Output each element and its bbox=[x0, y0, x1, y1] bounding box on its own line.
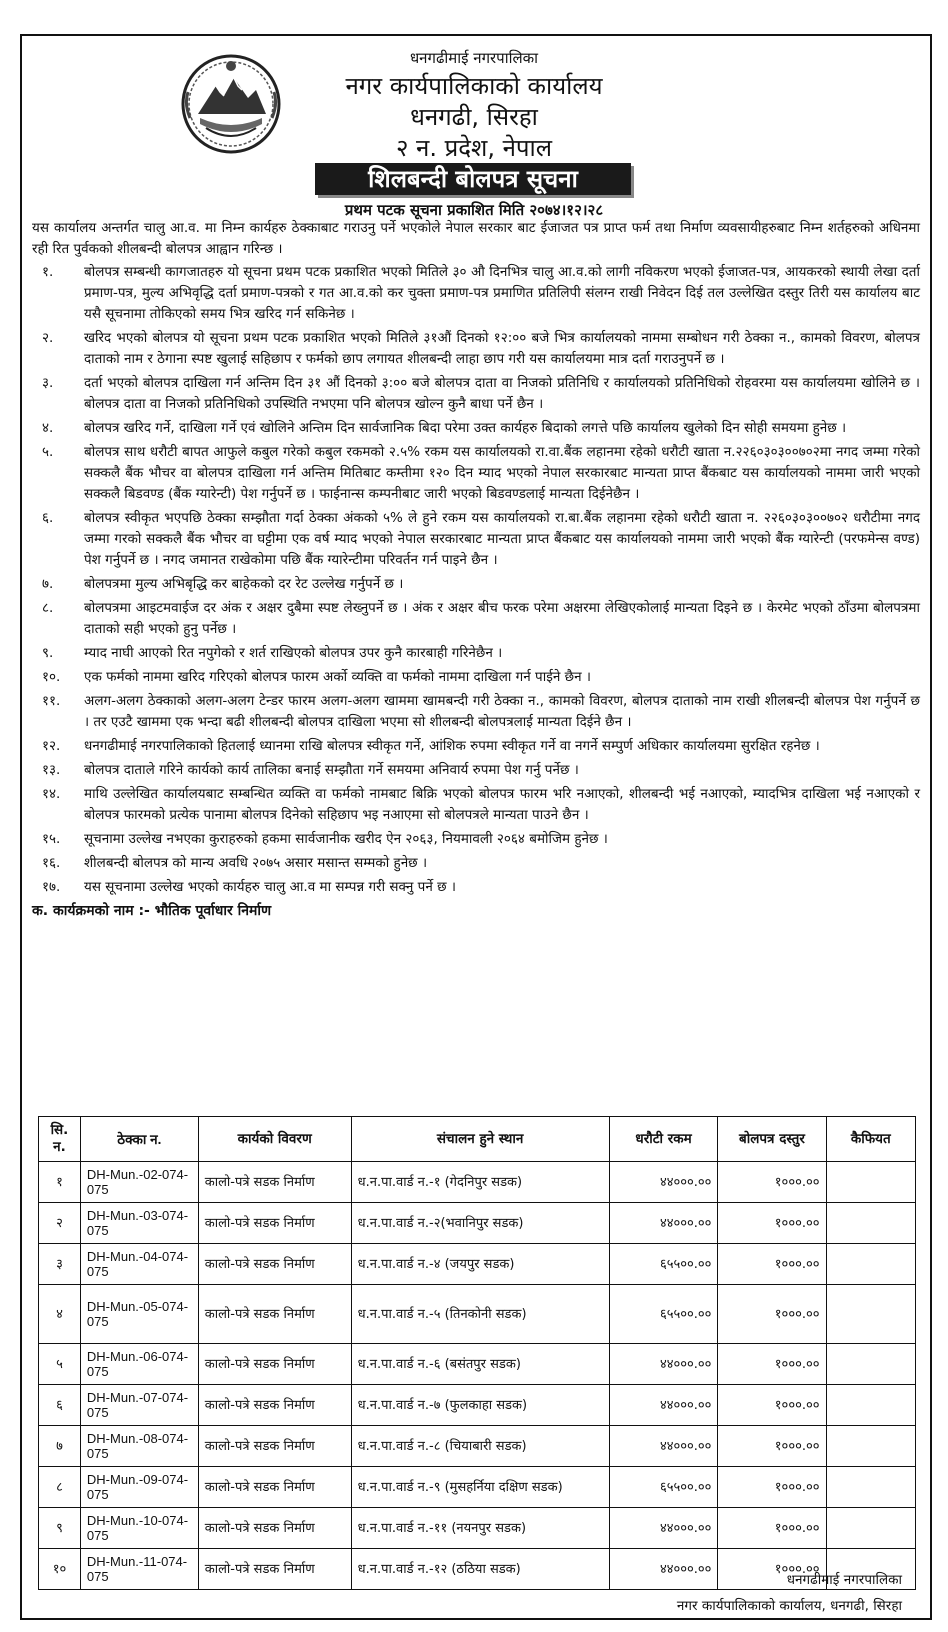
cell-sn: ६ bbox=[39, 1385, 81, 1426]
cell-location: ध.न.पा.वार्ड न.-११ (नयनपुर सडक) bbox=[351, 1508, 609, 1549]
cell-contract-no: DH-Mun.-06-074-075 bbox=[80, 1344, 198, 1385]
cell-fee: १०००.०० bbox=[718, 1203, 826, 1244]
cell-contract-no: DH-Mun.-11-074-075 bbox=[80, 1549, 198, 1590]
cell-deposit: ४४०००.०० bbox=[609, 1426, 718, 1467]
condition-item bbox=[32, 442, 920, 505]
cell-remarks bbox=[826, 1467, 916, 1508]
cell-fee: १०००.०० bbox=[718, 1508, 826, 1549]
header-sn: सि. न. bbox=[39, 1117, 81, 1162]
cell-location: ध.न.पा.वार्ड न.-१ (गेदनिपुर सडक) bbox=[351, 1162, 609, 1203]
table-header-row bbox=[39, 1117, 916, 1162]
program-section-label: क. कार्यक्रमको नाम :- भौतिक पूर्वाधार निर्माण bbox=[32, 903, 272, 919]
office-name: नगर कार्यपालिकाको कार्यालय bbox=[345, 72, 603, 100]
condition-text: शीलबन्दी बोलपत्र को मान्य अवधि २०७५ असार मसान्त सम्मको हुनेछ । bbox=[84, 855, 428, 871]
cell-fee: १०००.०० bbox=[718, 1285, 826, 1344]
condition-item bbox=[32, 877, 920, 898]
header-deposit: धरौटी रकम bbox=[609, 1117, 718, 1162]
cell-contract-no: DH-Mun.-05-074-075 bbox=[80, 1285, 198, 1344]
cell-deposit: ६५५००.०० bbox=[609, 1244, 718, 1285]
condition-item bbox=[32, 784, 920, 826]
condition-text: बोलपत्र खरिद गर्ने, दाखिला गर्ने एवं खोलिने अन्तिम दिन सार्वजानिक बिदा परेमा उक्त कार्यहरु बिदाको लगत्ते पछि कार्यालय खुलेको दिन सोही समयमा हुनेछ । bbox=[84, 420, 847, 436]
cell-remarks bbox=[826, 1285, 916, 1344]
condition-number: ५. bbox=[42, 444, 54, 460]
cell-fee: १०००.०० bbox=[718, 1426, 826, 1467]
cell-deposit: ४४०००.०० bbox=[609, 1549, 718, 1590]
condition-number: १. bbox=[42, 264, 54, 280]
condition-item bbox=[32, 508, 920, 571]
header-location: संचालन हुने स्थान bbox=[351, 1117, 609, 1162]
condition-item bbox=[32, 829, 920, 850]
province-line: २ न. प्रदेश, नेपाल bbox=[395, 134, 553, 162]
cell-sn: ८ bbox=[39, 1467, 81, 1508]
cell-fee: १०००.०० bbox=[718, 1549, 826, 1590]
condition-text: बोलपत्र साथ धरौटी बापत आफुले कबुल गरेको कबुल रकमको २.५% रकम यस कार्यालयको रा.वा.बैंक लहानमा रहेको धरौटी खाता न.२२६०३०३००७०२मा नगद जम्मा गरेको सक्कलै बैंक भौचर वा बोलपत्र दाखिला गर्न अन्तिम मितिबाट कम्तीमा १२० दिन म्याद भएको नेपाल सरकारबाट मान्यता प्राप्त बैंकबाट यस कार्यालयको नाममा जारी भएको सक्कलै बिडवण्ड (बैंक ग्यारेन्टी) पेश गर्नुपर्ने छ । फाईनान्स कम्पनीबाट जारी भएको बिडवण्डलाई मान्यता दिईनेछैन । bbox=[84, 444, 920, 502]
cell-contract-no: DH-Mun.-10-074-075 bbox=[80, 1508, 198, 1549]
cell-sn: ९ bbox=[39, 1508, 81, 1549]
condition-text: बोलपत्रमा मुल्य अभिबृद्धि कर बाहेकको दर रेट उल्लेख गर्नुपर्ने छ । bbox=[84, 576, 404, 592]
cell-location: ध.न.पा.वार्ड न.-७ (फुलकाहा सडक) bbox=[351, 1385, 609, 1426]
cell-sn: ७ bbox=[39, 1426, 81, 1467]
cell-deposit: ४४०००.०० bbox=[609, 1162, 718, 1203]
condition-item bbox=[32, 643, 920, 664]
condition-number: ७. bbox=[42, 576, 54, 592]
condition-text: माथि उल्लेखित कार्यालयबाट सम्बन्धित व्यक्ति वा फर्मको नामबाट बिक्रि भएको बोलपत्र फारम भरि नआएको, शीलबन्दी भई नआएको, म्यादभित्र दाखिला भई नआएको र बोलपत्र फारमको प्रत्येक पानामा बोलपत्र दिनेको सहिछाप भइ नआएमा सो बोलपत्रले मान्यता पाउने छैन । bbox=[84, 786, 920, 823]
condition-item bbox=[32, 760, 920, 781]
condition-number: ३. bbox=[42, 375, 54, 391]
cell-contract-no: DH-Mun.-03-074-075 bbox=[80, 1203, 198, 1244]
cell-contract-no: DH-Mun.-04-074-075 bbox=[80, 1244, 198, 1285]
cell-contract-no: DH-Mun.-09-074-075 bbox=[80, 1467, 198, 1508]
condition-text: एक फर्मको नाममा खरिद गरिएको बोलपत्र फारम अर्को व्यक्ति वा फर्मको नाममा दाखिला गर्न पाईने छैन । bbox=[84, 669, 591, 685]
condition-text: यस सूचनामा उल्लेख भएको कार्यहरु चालु आ.व मा सम्पन्न गरी सक्नु पर्ने छ । bbox=[84, 879, 456, 895]
cell-work: कालो-पत्रे सडक निर्माण bbox=[198, 1344, 351, 1385]
cell-location: ध.न.पा.वार्ड न.-४ (जयपुर सडक) bbox=[351, 1244, 609, 1285]
cell-fee: १०००.०० bbox=[718, 1467, 826, 1508]
cell-contract-no: DH-Mun.-08-074-075 bbox=[80, 1426, 198, 1467]
footer-office: नगर कार्यपालिकाको कार्यालय, धनगढी, सिरहा bbox=[676, 1598, 902, 1614]
cell-location: ध.न.पा.वार्ड न.-१२ (ठठिया सडक) bbox=[351, 1549, 609, 1590]
notice-body bbox=[32, 218, 920, 922]
table-row bbox=[39, 1426, 916, 1467]
condition-number: १३. bbox=[42, 762, 61, 778]
cell-work: कालो-पत्रे सडक निर्माण bbox=[198, 1385, 351, 1426]
cell-fee: १०००.०० bbox=[718, 1385, 826, 1426]
condition-number: १२. bbox=[42, 738, 61, 754]
condition-item bbox=[32, 328, 920, 370]
cell-sn: ५ bbox=[39, 1344, 81, 1385]
condition-item bbox=[32, 736, 920, 757]
cell-deposit: ४४०००.०० bbox=[609, 1203, 718, 1244]
footer-municipality: धनगढीमाई नगरपालिका bbox=[786, 1572, 902, 1588]
cell-fee: १०००.०० bbox=[718, 1244, 826, 1285]
condition-number: ६. bbox=[42, 510, 54, 526]
intro-paragraph: यस कार्यालय अन्तर्गत चालु आ.व. मा निम्न कार्यहरु ठेक्काबाट गराउनु पर्ने भएकोले नेपाल सरकार बाट ईजाजत पत्र प्राप्त फर्म तथा निर्माण व्यवसायीहरुबाट निम्न शर्तहरुको अधिनमा रही रित पुर्वकको शीलबन्दी बोलपत्र आह्वान गरिन्छ । bbox=[32, 220, 920, 257]
cell-location: ध.न.पा.वार्ड न.-६ (बसंतपुर सडक) bbox=[351, 1344, 609, 1385]
cell-location: ध.न.पा.वार्ड न.-९ (मुसहर्निया दक्षिण सडक) bbox=[351, 1467, 609, 1508]
cell-sn: ३ bbox=[39, 1244, 81, 1285]
condition-text: सूचनामा उल्लेख नभएका कुराहरुको हकमा सार्वजानीक खरीद ऐन २०६३, नियमावली २०६४ बमोजिम हुनेछ । bbox=[84, 831, 608, 847]
cell-fee: १०००.०० bbox=[718, 1162, 826, 1203]
cell-work: कालो-पत्रे सडक निर्माण bbox=[198, 1203, 351, 1244]
condition-text: खरिद भएको बोलपत्र यो सूचना प्रथम पटक प्रकाशित भएको मितिले ३१औं दिनको १२:०० बजे भित्र कार्यालयको नाममा सम्बोधन गरी ठेक्का न., कामको विवरण, बोलपत्र दाताको नाम र ठेगाना स्पष्ट खुलाई सहिछाप र फर्मको छाप लगायत शीलबन्दी लाहा छाप गरी यस कार्यालयमा मात्र दर्ता गराउनुपर्ने छ । bbox=[84, 330, 920, 367]
notice-header bbox=[0, 0, 948, 219]
cell-sn: १ bbox=[39, 1162, 81, 1203]
condition-text: म्याद नाघी आएको रित नपुगेको र शर्त राखिएको बोलपत्र उपर कुनै कारबाही गरिनेछैन । bbox=[84, 645, 503, 661]
cell-sn: १० bbox=[39, 1549, 81, 1590]
condition-item bbox=[32, 373, 920, 415]
cell-location: ध.न.पा.वार्ड न.-५ (तिनकोनी सडक) bbox=[351, 1285, 609, 1344]
cell-contract-no: DH-Mun.-02-074-075 bbox=[80, 1162, 198, 1203]
cell-work: कालो-पत्रे सडक निर्माण bbox=[198, 1426, 351, 1467]
conditions-list bbox=[32, 262, 920, 898]
municipality-name: धनगढीमाई नगरपालिका bbox=[409, 49, 539, 67]
condition-text: बोलपत्र दाताले गरिने कार्यको कार्य तालिका बनाई सम्झौता गर्ने समयमा अनिवार्य रुपमा पेश गर्नु पर्नेछ । bbox=[84, 762, 579, 778]
condition-number: १७. bbox=[42, 879, 61, 895]
cell-remarks bbox=[826, 1203, 916, 1244]
condition-text: बोलपत्रमा आइटमवाईज दर अंक र अक्षर दुबैमा स्पष्ट लेख्नुपर्ने छ । अंक र अक्षर बीच फरक परेमा अक्षरमा लेखिएकोलाई मान्यता दिइने छ । केरमेट भएको ठाँउमा बोलपत्रमा दाताको सही भएको हुनु पर्नेछ । bbox=[84, 600, 920, 637]
office-location: धनगढी, सिरहा bbox=[410, 103, 538, 131]
cell-remarks bbox=[826, 1385, 916, 1426]
condition-text: बोलपत्र सम्बन्धी कागजातहरु यो सूचना प्रथम पटक प्रकाशित भएको मितिले ३० औ दिनभित्र चालु आ.व.को लागी नविकरण भएको ईजाजत-पत्र, आयकरको स्थायी लेखा दर्ता प्रमाण-पत्र, मुल्य अभिवृद्धि दर्ता प्रमाण-पत्रको र गत आ.व.को कर चुक्ता प्रमाण-पत्र प्रमाणित प्रतिलिपी संलग्न राखी निवेदन दिई तल उल्लेखित दस्तुर तिरी यस कार्यालय बाट यसै सूचनामा तोकिएको समय भित्र खरिद गर्न सकिनेछ । bbox=[84, 264, 920, 322]
table-row bbox=[39, 1549, 916, 1590]
cell-remarks bbox=[826, 1344, 916, 1385]
table-row bbox=[39, 1467, 916, 1508]
table-row bbox=[39, 1285, 916, 1344]
cell-deposit: ६५५००.०० bbox=[609, 1467, 718, 1508]
cell-fee: १०००.०० bbox=[718, 1344, 826, 1385]
tender-table bbox=[38, 1116, 916, 1590]
condition-text: धनगढीमाई नगरपालिकाको हितलाई ध्यानमा राखि बोलपत्र स्वीकृत गर्ने, आंशिक रुपमा स्वीकृत गर्ने वा नगर्ने सम्पुर्ण अधिकार कार्यालयमा सुरक्षित रहनेछ । bbox=[84, 738, 820, 754]
cell-remarks bbox=[826, 1244, 916, 1285]
condition-item bbox=[32, 598, 920, 640]
cell-work: कालो-पत्रे सडक निर्माण bbox=[198, 1285, 351, 1344]
condition-number: ४. bbox=[42, 420, 54, 436]
header-work-description: कार्यको विवरण bbox=[198, 1117, 351, 1162]
condition-item bbox=[32, 262, 920, 325]
condition-number: ९. bbox=[42, 645, 54, 661]
condition-text: अलग-अलग ठेक्काको अलग-अलग टेन्डर फारम अलग-अलग खाममा खामबन्दी गरी ठेक्का न., कामको विवरण, बोलपत्र दाताको नाम राखी शीलबन्दी बोलपत्र पेश गर्नुपर्ने छ । तर एउटै खाममा एक भन्दा बढी शीलबन्दी बोलपत्र दाखिला भएमा सो शीलबन्दी बोलपत्रलाई मान्यता दिईने छैन । bbox=[84, 693, 920, 730]
condition-text: दर्ता भएको बोलपत्र दाखिला गर्न अन्तिम दिन ३१ औं दिनको ३:०० बजे बोलपत्र दाता वा निजको प्रतिनिधि र कार्यालयको प्रतिनिधिको रोहवरमा यस कार्यालयमा खोलिने छ । बोलपत्र दाता वा निजको प्रतिनिधिको उपस्थिति नभएमा पनि बोलपत्र खोल्न कुनै बाधा पर्ने छैन । bbox=[84, 375, 920, 412]
cell-sn: २ bbox=[39, 1203, 81, 1244]
condition-item bbox=[32, 667, 920, 688]
condition-number: १४. bbox=[42, 786, 61, 802]
condition-number: ८. bbox=[42, 600, 54, 616]
header-bid-fee: बोलपत्र दस्तुर bbox=[718, 1117, 826, 1162]
table-row bbox=[39, 1203, 916, 1244]
condition-text: बोलपत्र स्वीकृत भएपछि ठेक्का सम्झौता गर्दा ठेक्का अंकको ५% ले हुने रकम यस कार्यालयको रा.बा.बैंक लहानमा रहेको धरौटी खाता न. २२६०३०३००७०२ धरौटीमा नगद जम्मा गरको सक्कलै बैंक भौचर वा घट्टीमा एक वर्ष म्याद भएको नेपाल सरकारबाट मान्यता प्राप्त बैंकबाट यस कार्यालयको नाममा जारी भएको बैंक ग्यारेन्टी (परफमेन्स वण्ड) पेश गर्नुपर्ने छ । नगद जमानत राखेकोमा पछि बैंक ग्यारेन्टीमा परिवर्तन गर्न पाइने छैन । bbox=[84, 510, 920, 568]
header-remarks: कैफियत bbox=[826, 1117, 916, 1162]
condition-item bbox=[32, 853, 920, 874]
cell-deposit: ४४०००.०० bbox=[609, 1344, 718, 1385]
table-row bbox=[39, 1244, 916, 1285]
cell-work: कालो-पत्रे सडक निर्माण bbox=[198, 1244, 351, 1285]
cell-deposit: ६५५००.०० bbox=[609, 1285, 718, 1344]
cell-location: ध.न.पा.वार्ड न.-८ (चियाबारी सडक) bbox=[351, 1426, 609, 1467]
condition-number: २. bbox=[42, 330, 54, 346]
cell-work: कालो-पत्रे सडक निर्माण bbox=[198, 1508, 351, 1549]
table-row bbox=[39, 1508, 916, 1549]
condition-item bbox=[32, 418, 920, 439]
condition-number: १५. bbox=[42, 831, 61, 847]
cell-deposit: ४४०००.०० bbox=[609, 1385, 718, 1426]
table-row bbox=[39, 1162, 916, 1203]
condition-number: १६. bbox=[42, 855, 61, 871]
header-contract-no: ठेक्का न. bbox=[80, 1117, 198, 1162]
cell-deposit: ४४०००.०० bbox=[609, 1508, 718, 1549]
condition-item bbox=[32, 574, 920, 595]
cell-work: कालो-पत्रे सडक निर्माण bbox=[198, 1162, 351, 1203]
condition-number: ११. bbox=[42, 693, 61, 709]
cell-work: कालो-पत्रे सडक निर्माण bbox=[198, 1549, 351, 1590]
cell-sn: ४ bbox=[39, 1285, 81, 1344]
notice-title: शिलबन्दी बोलपत्र सूचना bbox=[315, 163, 631, 195]
cell-work: कालो-पत्रे सडक निर्माण bbox=[198, 1467, 351, 1508]
table-row bbox=[39, 1344, 916, 1385]
cell-remarks bbox=[826, 1162, 916, 1203]
cell-contract-no: DH-Mun.-07-074-075 bbox=[80, 1385, 198, 1426]
cell-remarks bbox=[826, 1508, 916, 1549]
cell-remarks bbox=[826, 1426, 916, 1467]
condition-number: १०. bbox=[42, 669, 61, 685]
publication-date: प्रथम पटक सूचना प्रकाशित मिति २०७४।१२।२८ bbox=[344, 201, 604, 219]
table-row bbox=[39, 1385, 916, 1426]
condition-item bbox=[32, 691, 920, 733]
cell-location: ध.न.पा.वार्ड न.-२(भवानिपुर सडक) bbox=[351, 1203, 609, 1244]
